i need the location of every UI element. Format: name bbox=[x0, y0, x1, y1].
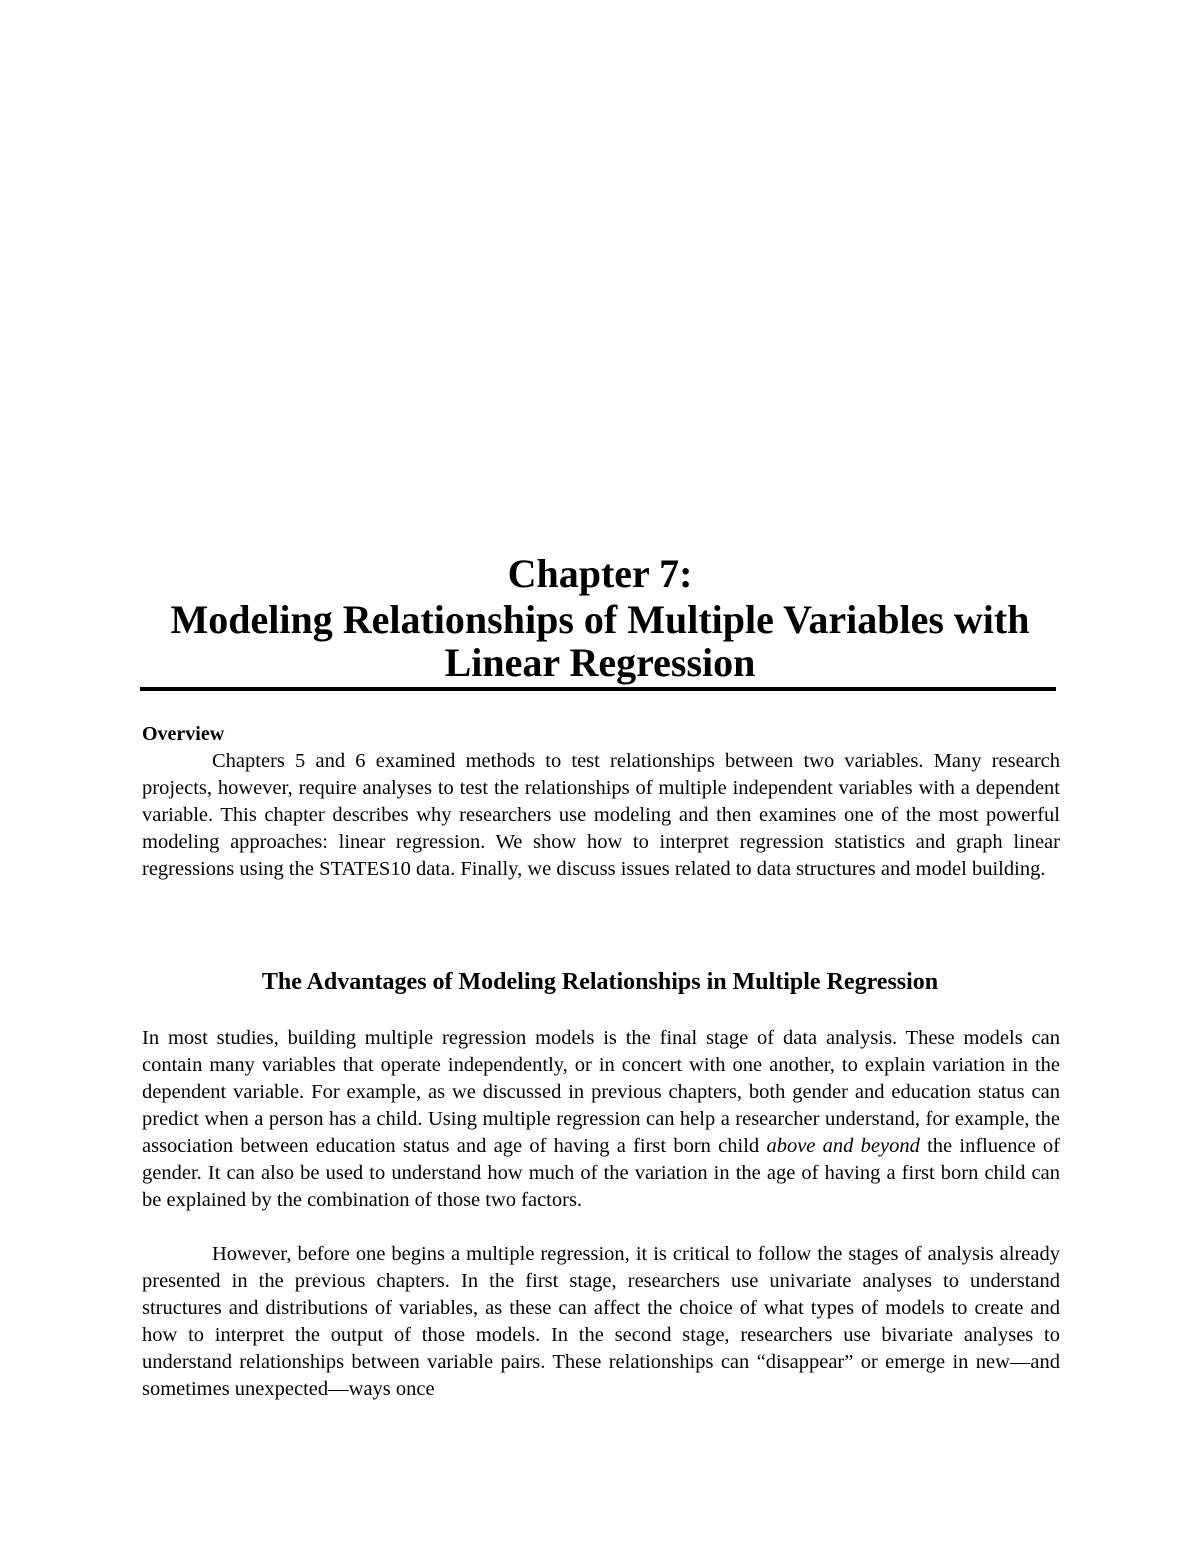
chapter-title-line-2: Linear Regression bbox=[444, 640, 756, 685]
section-paragraph-1 bbox=[142, 1025, 1060, 1214]
title-divider bbox=[140, 687, 1056, 691]
paragraph-1-text-end: the influence of gender. It can also be used to understand how much of the variation in the age of having a first born child can be explained by the combination of those two factors. bbox=[142, 1135, 1060, 1211]
paragraph-1-text-start: In most studies, building multiple regression models is the final stage of data analysis. These models can contain many variables that operate independently, or in concert with one another, to explain variation in the dependent variable. For example, as we discussed in previous chapters, both gender and education status can predict when a person has a child. Using multiple regression can help a researcher understand, for example, the association between education status and age of having a first born child bbox=[142, 1027, 1060, 1157]
overview-heading: Overview bbox=[142, 723, 225, 745]
chapter-title-line-1: Modeling Relationships of Multiple Variables with bbox=[170, 597, 1030, 642]
section-heading: The Advantages of Modeling Relationships in Multiple Regression bbox=[261, 969, 939, 995]
section-paragraph-2: However, before one begins a multiple regression, it is critical to follow the stages of analysis already presented in the previous chapters. In the first stage, researchers use univariate analyses to understand structures and distributions of variables, as these can affect the choice of what types of models to create and how to interpret the output of those models. In the second stage, researchers use bivariate analyses to understand relationships between variable pairs. These relationships can “disappear” or emerge in new—and sometimes unexpected—ways once bbox=[142, 1243, 1060, 1400]
chapter-label: Chapter 7: bbox=[507, 551, 693, 596]
emphasis-text: above and beyond bbox=[766, 1135, 920, 1157]
overview-paragraph: Chapters 5 and 6 examined methods to test relationships between two variables. Many research projects, however, require analyses to test the relationships of multiple independent variables with a dependent variable. This chapter describes why researchers use modeling and then examines one of the most powerful modeling approaches: linear regression. We show how to interpret regression statistics and graph linear regressions using the STATES10 data. Finally, we discuss issues related to data structures and model building. bbox=[142, 750, 1060, 880]
